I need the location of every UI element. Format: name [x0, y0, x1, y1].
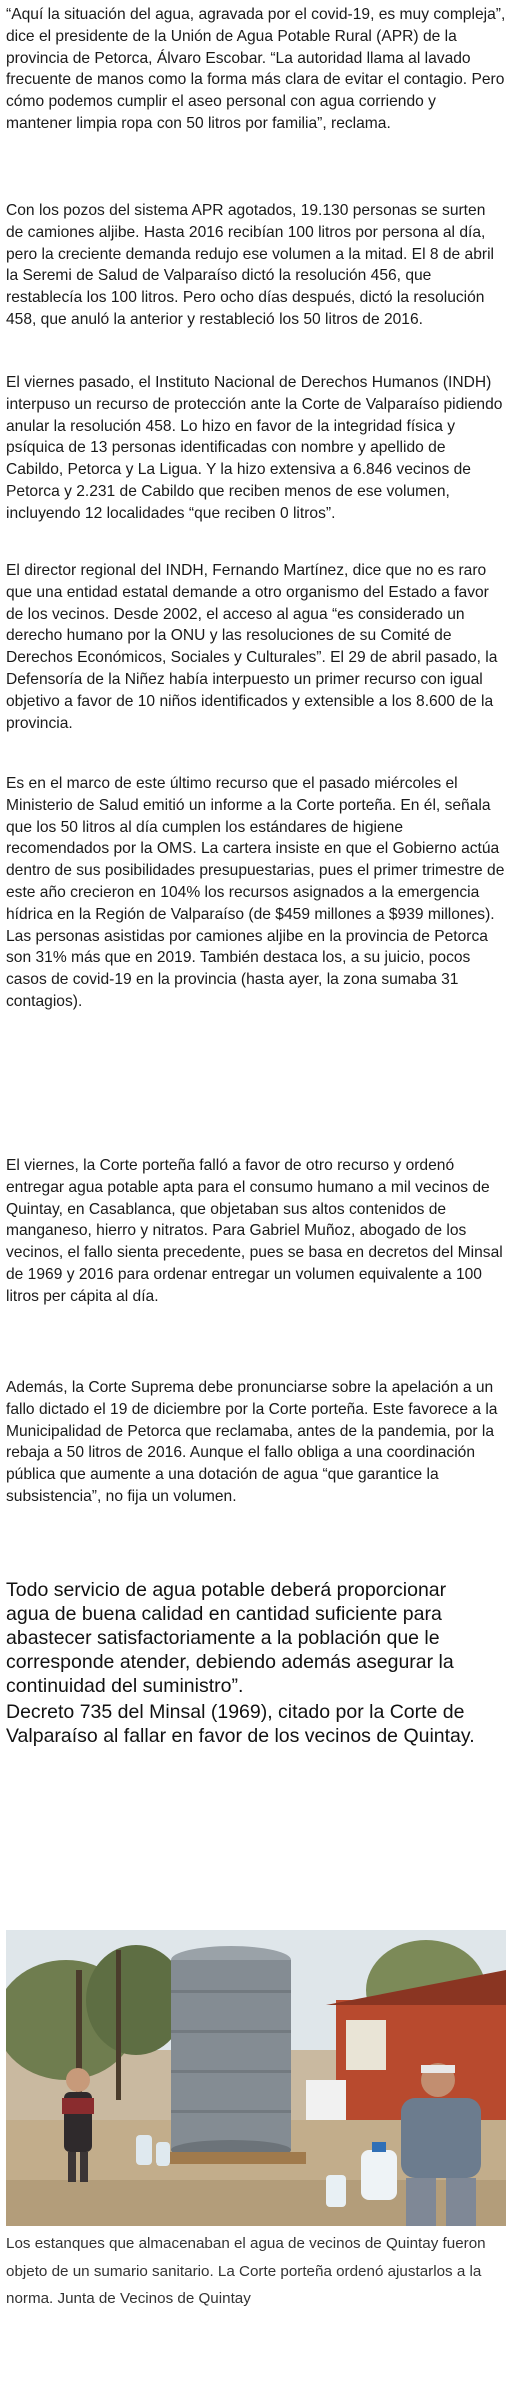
article-paragraph-5: Es en el marco de este último recurso que el pasado miércoles el Ministerio de Salud emitió un informe a la Corte porteña. En él, señala que los 50 litros al día cumplen los estándares de higiene recomendados por la OMS. La cartera insiste en que el Gobierno actúa dentro de sus posibilidades presupuestarias, pues el primer trimestre de este año crecieron en 104% los recursos asignados a la emergencia hídrica en la Región de Valparaíso (de $459 millones a $939 millones). Las personas asistidas por camiones aljibe en la provincia de Petorca son 31% más que en 2019. También destaca los, a su juicio, pocos casos de covid-19 en la provincia (hasta ayer, la zona sumaba 31 contagios). [6, 775, 505, 1010]
pull-quote-line: corresponde atender, debiendo además asegurar la [6, 1651, 454, 1673]
article-paragraph-7: Además, la Corte Suprema debe pronunciarse sobre la apelación a un fallo dictado el 19 de diciembre por la Corte porteña. Este favorece a la Municipalidad de Petorca que reclamaba, antes de la pandemia, por la rebaja a 50 litros de 2016. Aunque el fallo obliga a una coordinación pública que aumente a una dotación de agua “que garantice la subsistencia”, no fija un volumen. [6, 1379, 498, 1505]
pull-quote-line: Todo servicio de agua potable deberá proporcionar [6, 1579, 447, 1601]
article-paragraph-4: El director regional del INDH, Fernando Martínez, dice que no es raro que una entidad estatal demande a otro organismo del Estado a favor de los vecinos. Desde 2002, el acceso al agua “es considerado un derecho humano por la ONU y las resoluciones de su Comité de Derechos Económicos, Sociales y Culturales”. El 29 de abril pasado, la Defensoría de la Niñez había interpuesto un primer recurso con igual objetivo a favor de 10 niños identificados y extensible a los 8.600 de la provincia. [6, 562, 498, 732]
pull-quote-source: Decreto 735 del Minsal (1969), citado por la Corte de Valparaíso al fallar en favor de los vecinos de Quintay. [6, 1701, 475, 1748]
pull-quote-line: continuidad del suministro”. [6, 1675, 244, 1697]
pull-quote-line: abastecer satisfactoriamente a la población que le [6, 1627, 440, 1649]
article-paragraph-6: El viernes, la Corte porteña falló a favor de otro recurso y ordenó entregar agua potable apta para el consumo humano a mil vecinos de Quintay, en Casablanca, que objetaban sus altos contenidos de manganeso, hierro y nitratos. Para Gabriel Muñoz, abogado de los vecinos, el fallo sienta precedente, pues se basa en decretos del Minsal de 1969 y 2016 para ordenar entregar un volumen equivalente a 100 litros per cápita al día. [6, 1157, 503, 1305]
water-tanks-photo [6, 1930, 506, 2226]
photo-caption: Los estanques que almacenaban el agua de vecinos de Quintay fueron objeto de un sumario sanitario. La Corte porteña ordenó ajustarlos a la norma. Junta de Vecinos de Quintay [6, 2235, 486, 2307]
article-paragraph-3: El viernes pasado, el Instituto Nacional de Derechos Humanos (INDH) interpuso un recurso de protección ante la Corte de Valparaíso pidiendo anular la resolución 458. Lo hizo en favor de la integridad física y psíquica de 13 personas identificadas con nombre y apellido de Cabildo, Petorca y La Ligua. Y la hizo extensiva a 6.846 vecinos de Petorca y 2.231 de Cabildo que reciben menos de ese volumen, incluyendo 12 localidades “que reciben 0 litros”. [6, 374, 503, 522]
article-paragraph-2: Con los pozos del sistema APR agotados, 19.130 personas se surten de camiones aljibe. Hasta 2016 recibían 100 litros por persona al día, pero la creciente demanda redujo ese volumen a la mitad. El 8 de abril la Seremi de Salud de Valparaíso dictó la resolución 456, que restablecía los 100 litros. Pero ocho días después, dictó la resolución 458, que anuló la anterior y restableció los 50 litros de 2016. [6, 202, 495, 328]
pull-quote-line: agua de buena calidad en cantidad suficiente para [6, 1603, 442, 1625]
article-paragraph-1: “Aquí la situación del agua, agravada por el covid-19, es muy compleja”, dice el presidente de la Unión de Agua Potable Rural (APR) de la provincia de Petorca, Álvaro Escobar. “La autoridad llama al lavado frecuente de manos como la forma más clara de evitar el contagio. Pero cómo podemos cumplir el aseo personal con agua corriendo y mantener limpia ropa con 50 litros por familia”, reclama. [6, 6, 506, 132]
article-photo [6, 1930, 506, 2226]
